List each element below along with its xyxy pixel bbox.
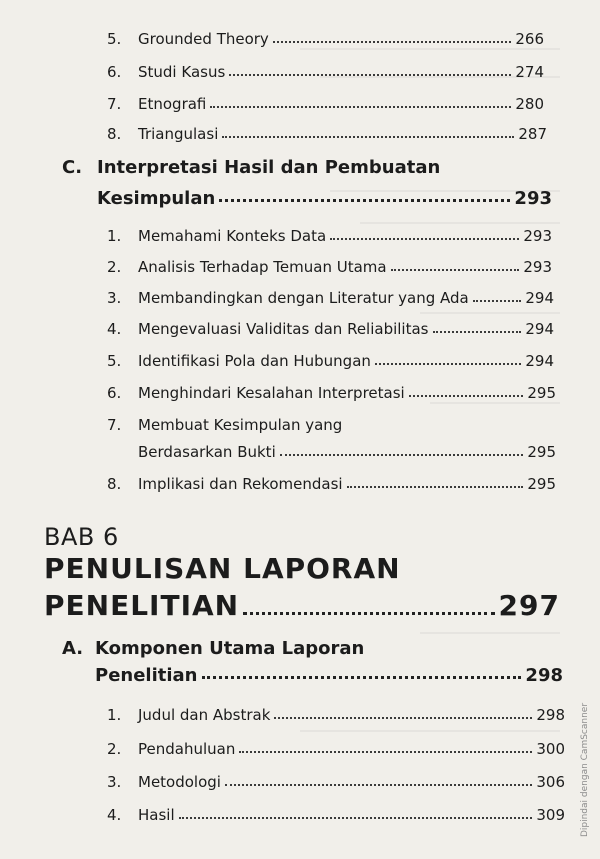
- toc-entry-page: 274: [515, 63, 544, 81]
- toc-entry-number: 2.: [107, 740, 122, 758]
- toc-entry[interactable]: [107, 352, 554, 370]
- toc-entry-number: 5.: [107, 30, 122, 48]
- section-heading-line2[interactable]: [97, 188, 552, 209]
- dot-leader: [202, 676, 522, 679]
- toc-entry-title: Triangulasi: [138, 125, 219, 143]
- toc-entry[interactable]: [107, 95, 544, 113]
- toc-entry-page: 287: [518, 125, 547, 143]
- section-heading[interactable]: [62, 157, 440, 178]
- toc-entry-page: 295: [527, 475, 556, 493]
- toc-entry[interactable]: [107, 475, 556, 493]
- toc-entry-page: 306: [536, 773, 565, 791]
- dot-leader: [274, 717, 532, 719]
- chapter-page: 297: [498, 589, 560, 622]
- chapter-title-line2[interactable]: [44, 589, 560, 622]
- toc-entry-title: Grounded Theory: [138, 30, 269, 48]
- toc-entry[interactable]: [107, 227, 552, 245]
- toc-entry[interactable]: [107, 806, 565, 824]
- toc-entry-page: 294: [525, 289, 554, 307]
- toc-entry-number: 7.: [107, 95, 122, 113]
- toc-entry-number: 6.: [107, 384, 122, 402]
- dot-leader: [225, 784, 532, 786]
- bleed-through-line: [300, 48, 560, 50]
- toc-entry-page: 298: [536, 706, 565, 724]
- toc-entry-title: Analisis Terhadap Temuan Utama: [138, 258, 387, 276]
- toc-entry-number: 4.: [107, 806, 122, 824]
- dot-leader: [229, 74, 511, 76]
- dot-leader: [179, 817, 533, 819]
- toc-entry-page: 293: [523, 227, 552, 245]
- dot-leader: [330, 238, 519, 240]
- chapter-title-text: PENULISAN LAPORAN: [44, 552, 401, 585]
- bleed-through-line: [420, 632, 560, 634]
- toc-entry[interactable]: [107, 416, 342, 434]
- scanner-watermark: [578, 700, 592, 840]
- bleed-through-line: [430, 402, 560, 404]
- toc-entry-number: 1.: [107, 227, 122, 245]
- toc-entry[interactable]: [107, 30, 544, 48]
- toc-entry-number: 8.: [107, 125, 122, 143]
- dot-leader: [375, 363, 521, 365]
- toc-entry[interactable]: [107, 773, 565, 791]
- toc-entry[interactable]: [107, 63, 544, 81]
- bleed-through-line: [420, 312, 560, 314]
- toc-entry[interactable]: [107, 740, 565, 758]
- toc-entry-title: Menghindari Kesalahan Interpretasi: [138, 384, 405, 402]
- section-title-line2: Penelitian: [95, 665, 198, 686]
- dot-leader: [433, 331, 522, 333]
- toc-entry-page: 294: [525, 320, 554, 338]
- dot-leader: [280, 454, 524, 456]
- toc-entry-title: Implikasi dan Rekomendasi: [138, 475, 343, 493]
- toc-entry-title: Pendahuluan: [138, 740, 236, 758]
- section-title-line2: Kesimpulan: [97, 188, 216, 209]
- toc-entry-title: Membandingkan dengan Literatur yang Ada: [138, 289, 469, 307]
- toc-entry-title: Mengevaluasi Validitas dan Reliabilitas: [138, 320, 429, 338]
- toc-entry-title: Etnografi: [138, 95, 207, 113]
- toc-entry-number: 3.: [107, 289, 122, 307]
- toc-entry-continuation[interactable]: [138, 443, 556, 461]
- toc-entry-number: 1.: [107, 706, 122, 724]
- toc-entry-page: 266: [515, 30, 544, 48]
- toc-entry-title-line2: Berdasarkan Bukti: [138, 443, 276, 461]
- dot-leader: [273, 41, 512, 43]
- dot-leader: [391, 269, 520, 271]
- section-page: 298: [525, 665, 563, 686]
- toc-entry-page: 293: [523, 258, 552, 276]
- dot-leader: [409, 395, 524, 397]
- toc-entry[interactable]: [107, 384, 556, 402]
- chapter-title-text: PENELITIAN: [44, 589, 240, 622]
- section-letter: A.: [62, 638, 84, 659]
- toc-entry-title: Hasil: [138, 806, 175, 824]
- toc-entry-page: 294: [525, 352, 554, 370]
- toc-entry[interactable]: [107, 289, 554, 307]
- toc-entry-title: Judul dan Abstrak: [138, 706, 271, 724]
- toc-entry-page: 280: [515, 95, 544, 113]
- toc-entry-number: 6.: [107, 63, 122, 81]
- toc-entry-title: Studi Kasus: [138, 63, 226, 81]
- chapter-label: BAB 6: [44, 523, 119, 551]
- toc-entry[interactable]: [107, 125, 547, 143]
- toc-entry-page: 309: [536, 806, 565, 824]
- toc-entry-title: Memahami Konteks Data: [138, 227, 327, 245]
- dot-leader: [243, 612, 494, 615]
- toc-entry[interactable]: [107, 258, 552, 276]
- toc-entry-number: 3.: [107, 773, 122, 791]
- dot-leader: [239, 751, 532, 753]
- toc-entry-number: 2.: [107, 258, 122, 276]
- toc-entry-page: 295: [527, 443, 556, 461]
- toc-entry-page: 295: [527, 384, 556, 402]
- dot-leader: [222, 136, 514, 138]
- scanner-watermark-text: Dipindai dengan CamScanner: [580, 702, 590, 838]
- toc-entry-title: Identifikasi Pola dan Hubungan: [138, 352, 371, 370]
- dot-leader: [210, 106, 511, 108]
- toc-entry[interactable]: [107, 706, 565, 724]
- toc-entry-number: 8.: [107, 475, 122, 493]
- toc-entry-number: 5.: [107, 352, 122, 370]
- section-title-line1: Komponen Utama Laporan: [95, 638, 365, 659]
- bleed-through-line: [300, 730, 560, 732]
- dot-leader: [219, 199, 510, 202]
- toc-entry-title-line1: Membuat Kesimpulan yang: [138, 416, 343, 434]
- section-heading-line2[interactable]: [95, 665, 563, 686]
- toc-entry-title: Metodologi: [138, 773, 221, 791]
- dot-leader: [473, 300, 522, 302]
- toc-entry[interactable]: [107, 320, 554, 338]
- bleed-through-line: [360, 222, 560, 224]
- toc-entry-number: 4.: [107, 320, 122, 338]
- section-letter: C.: [62, 157, 83, 178]
- toc-entry-page: 300: [536, 740, 565, 758]
- section-heading[interactable]: [62, 638, 364, 659]
- toc-entry-number: 7.: [107, 416, 122, 434]
- section-title-line1: Interpretasi Hasil dan Pembuatan: [97, 157, 441, 178]
- section-page: 293: [514, 188, 552, 209]
- chapter-title-line1[interactable]: [44, 552, 401, 585]
- dot-leader: [347, 486, 524, 488]
